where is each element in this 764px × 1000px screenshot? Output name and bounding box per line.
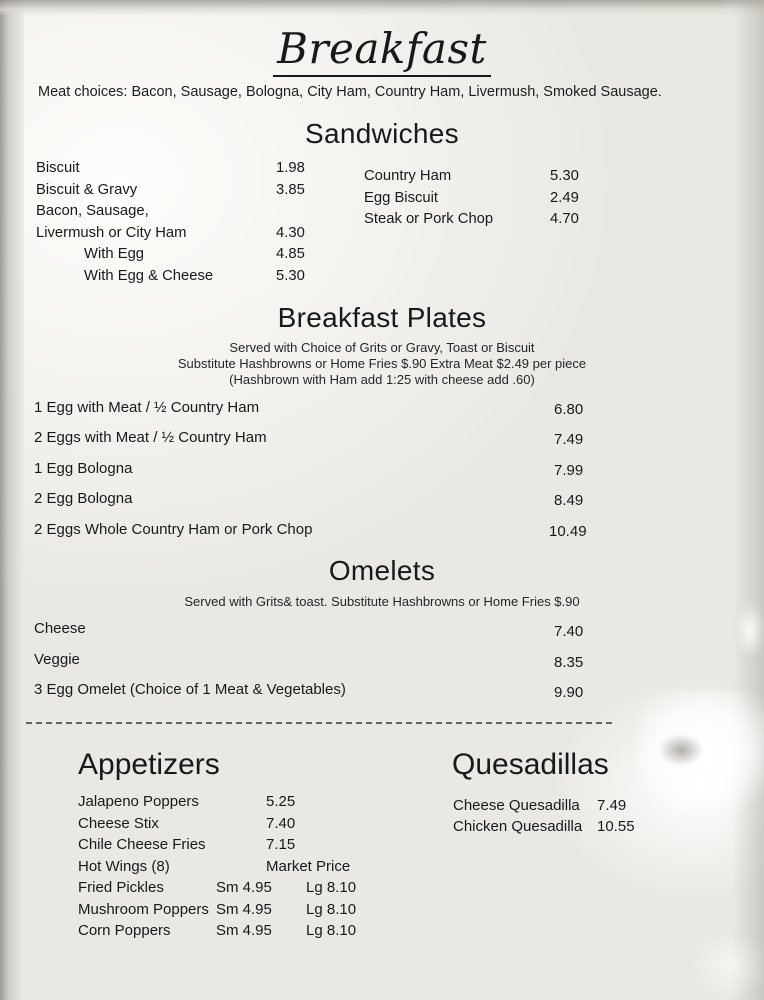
menu-item-name: Chicken Quesadilla xyxy=(453,818,583,835)
page-title xyxy=(0,24,764,73)
breakfast-plates-note-1: Served with Choice of Grits or Gravy, Toast or Biscuit xyxy=(229,340,535,355)
menu-item-name: Cheese xyxy=(34,620,86,637)
menu-item-row xyxy=(364,168,644,190)
menu-item-size-large: Lg 8.10 xyxy=(306,922,357,939)
menu-item-row xyxy=(36,203,336,225)
menu-item-name: Mushroom Poppers xyxy=(78,900,209,918)
menu-item-price: 7.49 xyxy=(597,797,627,814)
menu-item-name: With Egg & Cheese xyxy=(84,267,214,284)
menu-item-name: Egg Biscuit xyxy=(364,189,439,206)
breakfast-plates-note-3: (Hashbrown with Ham add 1:25 with cheese add .60) xyxy=(229,372,535,387)
menu-item-row xyxy=(36,182,336,204)
menu-item-name: Fried Pickles xyxy=(78,879,164,896)
section-heading-appetizers: Appetizers xyxy=(78,748,220,781)
menu-item-price: 8.49 xyxy=(554,492,584,509)
menu-item-row xyxy=(36,225,336,247)
menu-item-name: Biscuit & Gravy xyxy=(36,181,138,198)
menu-item-name: 1 Egg with Meat / ½ Country Ham xyxy=(34,399,260,416)
sandwiches-left-column xyxy=(36,160,336,289)
menu-item-name: Hot Wings (8) xyxy=(78,857,170,875)
menu-item-size-small: Market Price xyxy=(266,857,351,875)
menu-item-size-large: Lg 8.10 xyxy=(306,879,357,896)
menu-item-price: 10.49 xyxy=(549,523,587,540)
menu-item-name: Veggie xyxy=(34,651,80,668)
menu-item-price: 7.99 xyxy=(554,462,584,479)
menu-item-price: 7.15 xyxy=(266,836,296,853)
menu-item-size-small: Sm 4.95 xyxy=(216,922,272,939)
menu-item-price: 7.40 xyxy=(554,623,584,640)
menu-item-name: 2 Egg Bologna xyxy=(34,490,133,507)
section-heading-sandwiches: Sandwiches xyxy=(305,118,459,149)
menu-item-price: 3.85 xyxy=(276,181,305,198)
section-heading-omelets: Omelets xyxy=(328,555,436,586)
menu-item-name: Chile Cheese Fries xyxy=(78,836,206,853)
menu-item-price: 7.40 xyxy=(266,814,296,832)
menu-item-price: 2.49 xyxy=(550,189,579,206)
menu-item-price: 1.98 xyxy=(276,160,305,176)
section-heading-quesadillas: Quesadillas xyxy=(452,748,609,781)
menu-item-name: 1 Egg Bologna xyxy=(34,460,133,477)
menu-item-price: 6.80 xyxy=(554,401,584,418)
menu-item-row xyxy=(364,211,644,233)
menu-item-name: 2 Eggs Whole Country Ham or Pork Chop xyxy=(34,521,313,538)
menu-item-price: 5.25 xyxy=(266,793,296,810)
menu-item-name: Jalapeno Poppers xyxy=(78,793,199,810)
menu-item-price: 9.90 xyxy=(554,684,584,701)
menu-item-row xyxy=(36,246,336,268)
sandwiches-right-column xyxy=(364,168,644,233)
menu-item-row xyxy=(36,160,336,182)
menu-item-name: Cheese Stix xyxy=(78,814,159,832)
menu-item-name: Cheese Quesadilla xyxy=(453,797,580,814)
menu-item-name: With Egg xyxy=(84,246,145,262)
menu-item-name: Country Ham xyxy=(364,168,452,184)
menu-item-name: Steak or Pork Chop xyxy=(364,211,494,227)
menu-item-price: 7.49 xyxy=(554,431,584,448)
menu-item-row xyxy=(364,190,644,212)
menu-item-size-small: Sm 4.95 xyxy=(216,879,272,896)
menu-item-size-small: Sm 4.95 xyxy=(216,900,272,918)
section-heading-breakfast-plates: Breakfast Plates xyxy=(277,302,487,333)
breakfast-plates-note-2: Substitute Hashbrowns or Home Fries $.90 Extra Meat $2.49 per piece xyxy=(177,356,587,371)
menu-item-price: 4.85 xyxy=(276,246,305,262)
menu-item-price: 5.30 xyxy=(550,168,579,184)
page-title-text: Breakfast xyxy=(273,24,491,77)
menu-item-price: 5.30 xyxy=(276,267,305,284)
omelets-note-1: Served with Grits& toast. Substitute Hashbrowns or Home Fries $.90 xyxy=(184,594,580,609)
menu-item-name: Corn Poppers xyxy=(78,922,171,939)
menu-item-size-large: Lg 8.10 xyxy=(306,900,357,918)
section-divider xyxy=(26,722,612,724)
menu-item-price: 10.55 xyxy=(597,818,635,835)
menu-item-name: 3 Egg Omelet (Choice of 1 Meat & Vegetables) xyxy=(34,681,346,698)
menu-item-price: 4.30 xyxy=(276,224,305,241)
menu-item-price: 4.70 xyxy=(550,211,579,227)
menu-item-name: Livermush or City Ham xyxy=(36,224,187,241)
menu-item-row xyxy=(36,268,336,290)
meat-choices-note: Meat choices: Bacon, Sausage, Bologna, City Ham, Country Ham, Livermush, Smoked Sausage. xyxy=(38,84,662,100)
menu-item-name: Biscuit xyxy=(36,160,80,176)
menu-item-price: 8.35 xyxy=(554,654,584,671)
menu-item-name: Bacon, Sausage, xyxy=(36,203,149,219)
menu-item-name: 2 Eggs with Meat / ½ Country Ham xyxy=(34,429,267,446)
